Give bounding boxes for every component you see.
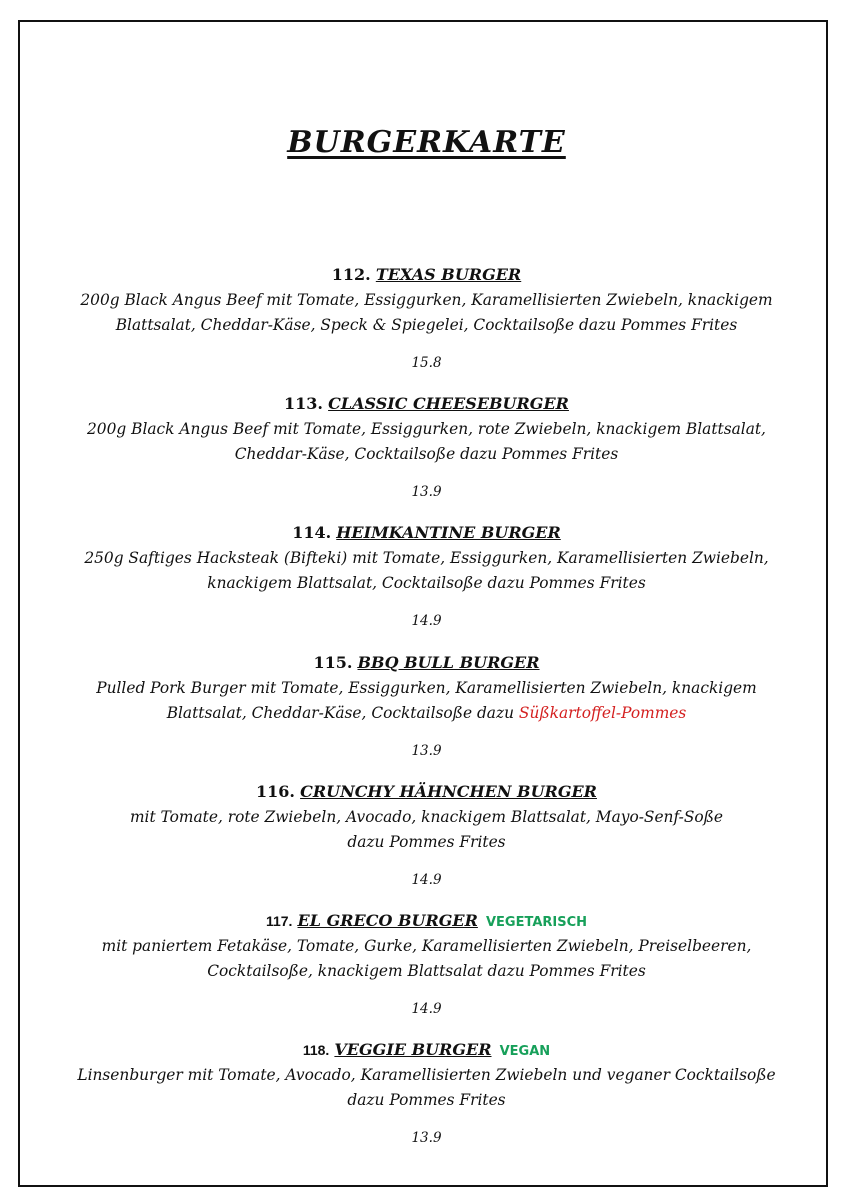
- item-name: CRUNCHY HÄHNCHEN BURGER: [300, 782, 597, 801]
- item-heading: [30, 522, 823, 544]
- item-price: 13.9: [411, 743, 442, 759]
- item-description: [30, 288, 823, 338]
- item-description: [30, 417, 823, 467]
- menu-item-heimkantine-burger: [30, 522, 823, 631]
- description-line: dazu Pommes Frites: [347, 833, 506, 851]
- item-description: [30, 676, 823, 726]
- item-name: BBQ BULL BURGER: [357, 653, 540, 672]
- item-price: 13.9: [411, 484, 442, 500]
- description-line: Cocktailsoße, knackigem Blattsalat dazu Pommes Frites: [207, 962, 646, 980]
- description-line: Linsenburger mit Tomate, Avocado, Karamellisierten Zwiebeln und veganer Cocktailsoße: [77, 1066, 776, 1084]
- item-number: 118.: [302, 1042, 330, 1058]
- item-description: [30, 805, 823, 855]
- item-description: [30, 1063, 823, 1113]
- menu-item-crunchy-haehnchen-burger: [30, 781, 823, 890]
- description-line: 250g Saftiges Hacksteak (Bifteki) mit Tomate, Essiggurken, Karamellisierten Zwiebeln,: [84, 549, 769, 567]
- item-name: EL GRECO BURGER: [297, 911, 478, 930]
- description-line: Cheddar-Käse, Cocktailsoße dazu Pommes Frites: [234, 445, 619, 463]
- item-description: [30, 934, 823, 984]
- menu-item-bbq-bull-burger: [30, 652, 823, 761]
- item-price: 14.9: [411, 872, 442, 888]
- item-heading: [30, 910, 823, 932]
- item-name: VEGGIE BURGER: [334, 1040, 492, 1059]
- menu-item-classic-cheeseburger: [30, 393, 823, 502]
- item-heading: [30, 781, 823, 803]
- description-text: Blattsalat, Cheddar-Käse, Cocktailsoße dazu: [166, 704, 515, 722]
- description-line: Blattsalat, Cheddar-Käse, Speck & Spiegelei, Cocktailsoße dazu Pommes Frites: [115, 316, 738, 334]
- item-number: 116.: [256, 782, 295, 801]
- vegetarian-badge: VEGETARISCH: [485, 915, 588, 930]
- description-line: dazu Pommes Frites: [347, 1091, 506, 1109]
- item-name: TEXAS BURGER: [375, 265, 522, 284]
- description-line: Pulled Pork Burger mit Tomate, Essiggurken, Karamellisierten Zwiebeln, knackigem: [96, 679, 757, 697]
- item-number: 113.: [284, 394, 323, 413]
- menu-item-el-greco-burger: [30, 910, 823, 1019]
- item-heading: [30, 652, 823, 674]
- sweet-potato-fries-highlight: Süßkartoffel-Pommes: [518, 704, 687, 722]
- item-heading: [30, 264, 823, 286]
- item-heading: [30, 393, 823, 415]
- item-heading: [30, 1039, 823, 1061]
- description-line: mit paniertem Fetakäse, Tomate, Gurke, Karamellisierten Zwiebeln, Preiselbeeren,: [101, 937, 752, 955]
- menu-item-texas-burger: [30, 264, 823, 373]
- item-name: CLASSIC CHEESEBURGER: [328, 394, 569, 413]
- vegan-badge: VEGAN: [499, 1044, 551, 1059]
- item-price: 13.9: [411, 1130, 442, 1146]
- page-title: BURGERKARTE: [287, 125, 566, 160]
- item-number: 112.: [331, 265, 371, 284]
- item-number: 114.: [292, 523, 332, 542]
- item-price: 14.9: [411, 1001, 442, 1017]
- menu-item-veggie-burger: [30, 1039, 823, 1148]
- item-description: [30, 546, 823, 596]
- item-price: 14.9: [411, 613, 442, 629]
- description-line: [30, 701, 823, 726]
- item-price: 15.8: [411, 355, 442, 371]
- description-line: mit Tomate, rote Zwiebeln, Avocado, knackigem Blattsalat, Mayo-Senf-Soße: [129, 808, 724, 826]
- description-line: 200g Black Angus Beef mit Tomate, Essiggurken, Karamellisierten Zwiebeln, knackigem: [80, 291, 773, 309]
- item-name: HEIMKANTINE BURGER: [336, 523, 561, 542]
- description-line: knackigem Blattsalat, Cocktailsoße dazu Pommes Frites: [207, 574, 646, 592]
- item-number: 115.: [313, 653, 353, 672]
- description-line: 200g Black Angus Beef mit Tomate, Essiggurken, rote Zwiebeln, knackigem Blattsalat,: [87, 420, 766, 438]
- item-number: 117.: [265, 913, 293, 929]
